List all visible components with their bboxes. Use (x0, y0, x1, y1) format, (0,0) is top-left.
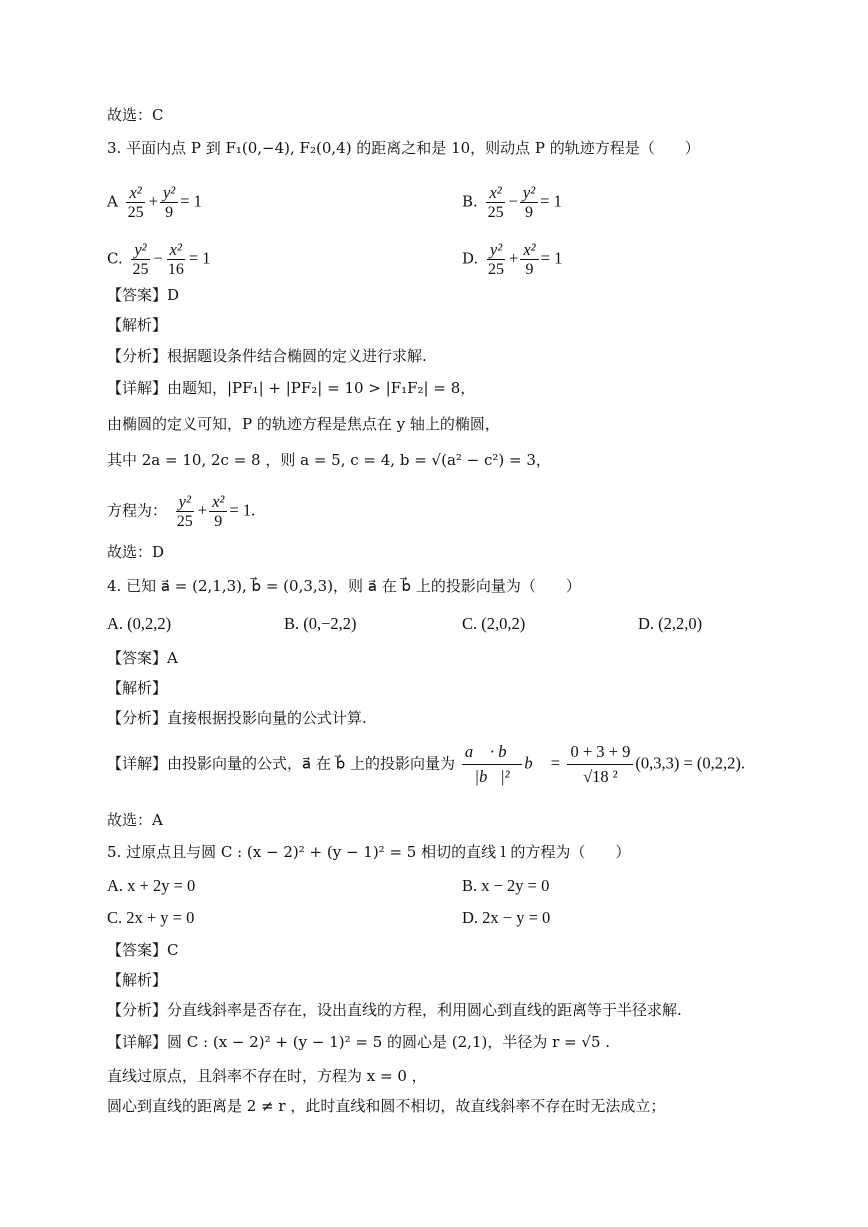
q3-option-c: C. $\frac{\text{y²}}{25}$ − $\frac{\text{x²}}{16}$ = 1 (107, 240, 211, 278)
prev-conclusion: 故选：C (107, 106, 164, 124)
q5-stem: 5. 过原点且与圆 C : (x − 2)² + (y − 1)² = 5 相切的直线 l 的方程为（ ） (107, 843, 631, 861)
q3-line3: 其中 2a = 10, 2c = 8 ，则 a = 5, c = 4, b = √(a² − c²) = 3， (107, 451, 551, 469)
q5-option-a: A. x + 2y = 0 (107, 876, 196, 895)
q4-option-b: B. (0,−2,2) (284, 614, 357, 633)
q4-value-frac: $\frac{0 + 3 + 9}{\text{√18 ²}}$ (567, 740, 633, 789)
q3-equation-frac2: $\frac{\text{x²}}{9}$ (209, 492, 227, 531)
q3-conclusion: 故选：D (107, 543, 165, 561)
q3-option-a-frac2: $\frac{\text{y²}}{9}$ (160, 183, 178, 222)
q3-option-b-label: B. (462, 192, 478, 211)
q5-answer: 【答案】C (107, 941, 179, 959)
q3-stem: 3. 平面内点 P 到 F₁(0,−4), F₂(0,4) 的距离之和是 10，则动点 P 的轨迹方程是（ ） (107, 139, 700, 157)
q3-option-d: D. $\frac{\text{y²}}{25}$ + $\frac{\text{x²}}{9}$ = 1 (462, 240, 563, 278)
q5-analysis-label: 【解析】 (107, 971, 168, 989)
q5-detail: 【详解】圆 C : (x − 2)² + (y − 1)² = 5 的圆心是 (2,1)，半径为 r = √5 . (107, 1033, 611, 1051)
q3-answer: 【答案】D (107, 286, 180, 304)
q3-line2: 由椭圆的定义可知，P 的轨迹方程是焦点在 y 轴上的椭圆， (107, 415, 500, 433)
q3-equation-frac1: $\frac{\text{y²}}{25}$ (176, 492, 193, 530)
q3-option-b: B. $\frac{\text{x²}}{25}$ − $\frac{\text{y²}}{9}$ = 1 (462, 183, 562, 221)
q4-detail-prefix: 【详解】由投影向量的公式，a⃗ 在 b⃗ 上的投影向量为 (107, 754, 456, 773)
q3-detail: 【详解】由题知，|PF₁| + |PF₂| = 10 > |F₁F₂| = 8， (107, 379, 476, 397)
q4-analysis-label: 【解析】 (107, 679, 168, 697)
q3-option-a-label: A (107, 192, 118, 211)
q4-answer: 【答案】A (107, 649, 178, 667)
q3-option-a: A $\frac{\text{x²}}{25}$ + $\frac{\text{y²}}{9}$ = 1 (107, 183, 202, 221)
q4-detail-vector: b⃗ = (524, 753, 561, 773)
q4-fenxi: 【分析】直接根据投影向量的公式计算. (107, 709, 367, 727)
q3-equation: 方程为： $\frac{\text{y²}}{25}$ + $\frac{\text{x²}}{9}$ = 1. (107, 492, 256, 530)
q3-option-d-label: D. (462, 249, 479, 268)
q4-projection-frac: $\frac{a⃗ \cdot b⃗}{\text{|b⃗|²}}$ (462, 740, 523, 789)
q3-option-c-frac1: $\frac{\text{y²}}{25}$ (132, 240, 149, 278)
q5-line2: 直线过原点，且斜率不存在时，方程为 x = 0 ， (107, 1067, 427, 1085)
q3-option-a-frac1: $\frac{\text{x²}}{25}$ (127, 183, 144, 221)
q3-option-d-frac1: $\frac{\text{y²}}{25}$ (488, 240, 505, 278)
q4-detail-suffix: (0,3,3) = (0,2,2). (635, 753, 746, 773)
q5-option-d: D. 2x − y = 0 (462, 908, 551, 927)
q3-option-b-frac1: $\frac{\text{x²}}{25}$ (487, 183, 504, 221)
q4-option-d: D. (2,2,0) (638, 614, 703, 633)
q5-line3: 圆心到直线的距离是 2 ≠ r ，此时直线和圆不相切，故直线斜率不存在时无法成立； (107, 1097, 666, 1115)
q3-option-b-frac2: $\frac{\text{y²}}{9}$ (520, 183, 538, 222)
q5-option-c: C. 2x + y = 0 (107, 908, 195, 927)
q3-option-d-frac2: $\frac{\text{x²}}{9}$ (520, 240, 538, 279)
q3-option-c-frac2: $\frac{\text{x²}}{16}$ (167, 240, 184, 278)
q4-conclusion: 故选：A (107, 811, 163, 829)
q3-fenxi: 【分析】根据题设条件结合椭圆的定义进行求解. (107, 347, 427, 365)
q3-equation-label: 方程为： (107, 501, 168, 520)
q4-detail (107, 740, 745, 789)
q3-analysis-label: 【解析】 (107, 316, 168, 334)
q4-stem: 4. 已知 a⃗ = (2,1,3), b⃗ = (0,3,3)，则 a⃗ 在 b⃗ 上的投影向量为（ ） (107, 577, 581, 595)
q3-option-c-label: C. (107, 249, 123, 268)
q5-fenxi: 【分析】分直线斜率是否存在，设出直线的方程，利用圆心到直线的距离等于半径求解. (107, 1001, 682, 1019)
q4-option-a: A. (0,2,2) (107, 614, 172, 633)
q4-option-c: C. (2,0,2) (462, 614, 526, 633)
q5-option-b: B. x − 2y = 0 (462, 876, 550, 895)
